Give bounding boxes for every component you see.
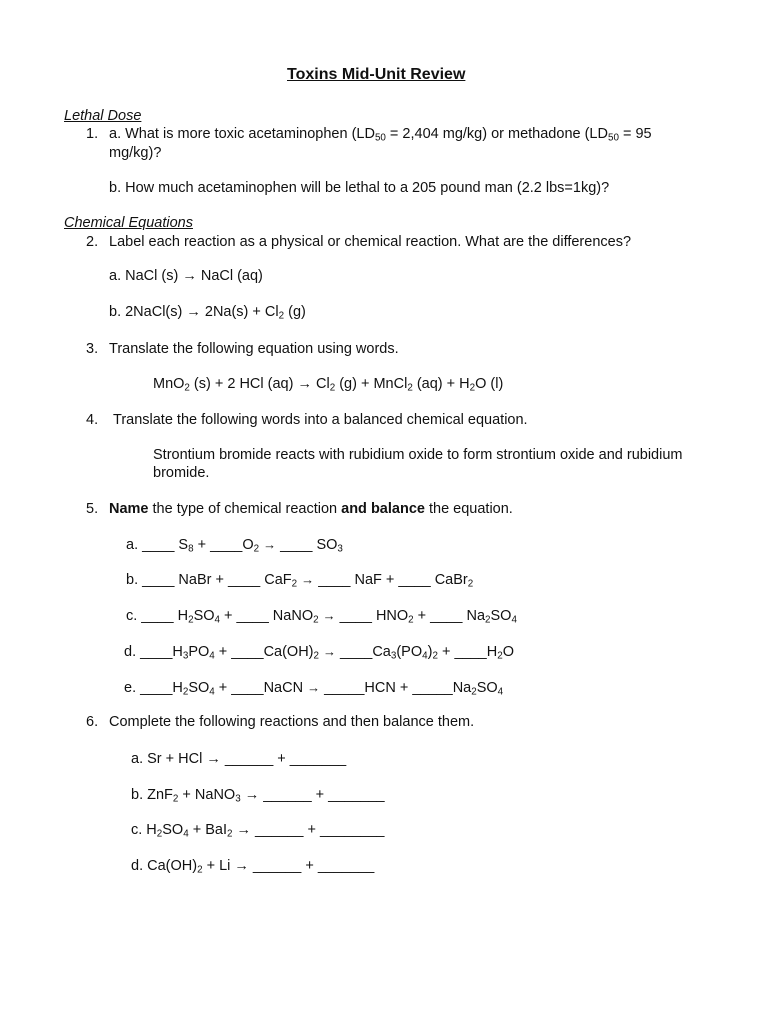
question-5c-equation: c. ____ $H_2SO_4$ + ____ NaNO$_2$ → ____ $HNO_2$ + ____ $Na_2SO_4$	[126, 608, 517, 626]
section-heading-chemical-equations: Chemical Equations	[64, 215, 193, 231]
question-1a-text-line2: mg/kg)?	[109, 145, 162, 161]
question-1a-text: a. What is more toxic acetaminophen ($LD_{50} = 2,404$ mg/kg) or methadone ($LD_{50} = 95$	[109, 126, 652, 144]
arrow-icon: →	[322, 608, 336, 623]
arrow-icon: →	[263, 537, 277, 552]
question-1b-text: b. How much acetaminophen will be lethal to a 205 pound man (2.2 lbs=1kg)?	[109, 180, 610, 196]
arrow-icon: →	[301, 572, 315, 587]
question-6c-reaction: c. $H_2SO_4 + BaI_2$ → ______ + ________	[131, 822, 385, 840]
question-4-prompt-line1: Strontium bromide reacts with rubidium oxide to form strontium oxide and rubidium	[153, 447, 683, 463]
question-2-text: Label each reaction as a physical or chemical reaction. What are the differences?	[109, 234, 632, 250]
question-5b-equation: b. ____ NaBr + ____ CaF$_2$ → ____ NaF + ____ CaBr$_2$	[126, 572, 474, 590]
question-2a-reaction: a. NaCl (s) → NaCl (aq)	[109, 268, 263, 284]
question-4-text: Translate the following words into a balanced chemical equation.	[113, 412, 528, 428]
question-3-equation: MnO$_2$ (s) + 2 HCl $(aq) \to Cl_2$ (g) + MnCl$_2$ $(aq) + H_2O$ (l)	[153, 376, 504, 394]
question-4-prompt-line2: bromide.	[153, 465, 210, 481]
question-5d-equation: d. $\_\_\_\_H_3PO_4$ + $\_\_\_\_Ca(OH)_2$ → $\_\_\_\_Ca_3(PO_4)_2$ + $\_\_\_\_H_2O$	[124, 644, 514, 662]
question-3-text: Translate the following equation using words.	[109, 341, 399, 357]
question-5e-equation: e. $\_\_\_\_H_2SO_4$ + ____NaCN → _____HCN + $\_\_\_\_\_Na_2SO_4$	[124, 680, 504, 698]
question-5a-equation: a. ____ $S_8$ + $\_\_\_\_O_2$ → ____ $SO_3$	[126, 537, 343, 555]
question-2b-reaction: b. 2NaCl(s) → $2Na(s) + Cl_2$ (g)	[109, 304, 306, 322]
arrow-icon: →	[307, 680, 321, 695]
section-heading-lethal-dose: Lethal Dose	[64, 108, 142, 124]
question-4-number: 4.	[86, 412, 99, 428]
question-3-number: 3.	[86, 341, 99, 357]
question-6d-reaction: d. $Ca(OH)_2 + Li$ → ______ + _______	[131, 858, 375, 876]
question-6-number: 6.	[86, 714, 99, 730]
question-2-number: 2.	[86, 234, 99, 250]
arrow-icon: →	[323, 644, 337, 659]
question-5-text: Name the type of chemical reaction and balance the equation.	[109, 501, 513, 517]
question-6-text: Complete the following reactions and then balance them.	[109, 714, 475, 730]
question-1-number: 1.	[86, 126, 99, 142]
question-6a-reaction: a. Sr + HCl → ______ + _______	[131, 751, 347, 767]
question-6b-reaction: b. ZnF$_2$ + NaNO$_3$ → ______ + _______	[131, 787, 385, 805]
question-5-number: 5.	[86, 501, 99, 517]
page-title: Toxins Mid-Unit Review	[287, 66, 466, 83]
